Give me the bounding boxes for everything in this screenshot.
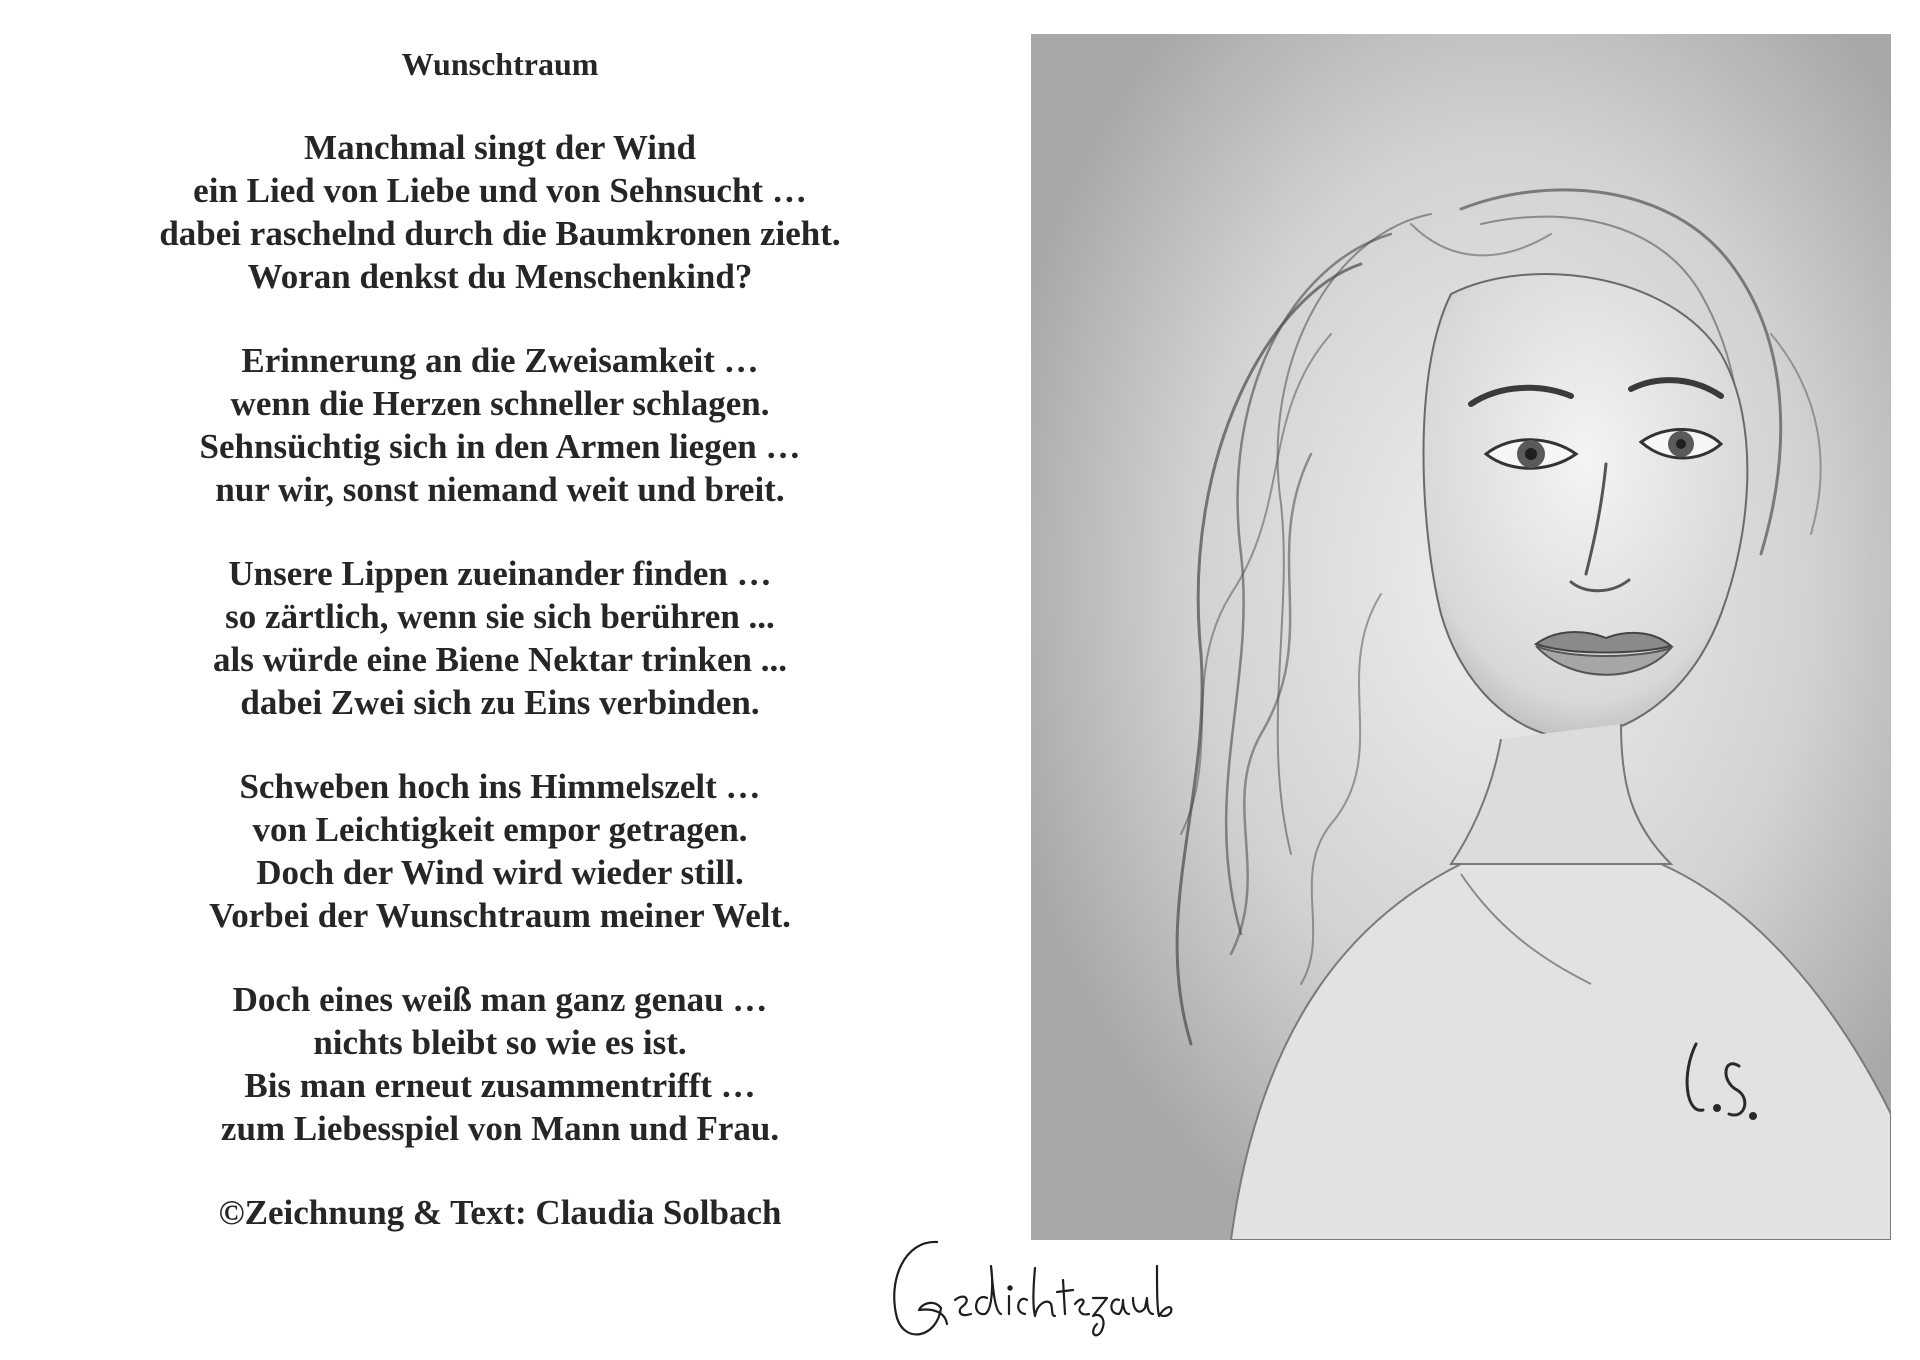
poem-title: Wunschtraum <box>401 46 599 82</box>
brand-signature <box>875 1220 1175 1350</box>
stanza <box>60 126 940 298</box>
poem-line: nur wir, sonst niemand weit und breit. <box>215 470 785 509</box>
poem-line: Vorbei der Wunschtraum meiner Welt. <box>209 896 791 935</box>
poem-line: Sehnsüchtig sich in den Armen liegen … <box>199 427 801 466</box>
poem-line: Woran denkst du Menschenkind? <box>247 257 753 296</box>
stanza <box>60 552 940 724</box>
poem-line: Doch der Wind wird wieder still. <box>256 853 744 892</box>
poem-line: wenn die Herzen schneller schlagen. <box>230 384 770 423</box>
poem-line: Manchmal singt der Wind <box>304 128 696 167</box>
poem-line: Schweben hoch ins Himmelszelt … <box>239 767 761 806</box>
poem-line: Unsere Lippen zueinander finden … <box>228 554 772 593</box>
poem-line: nichts bleibt so wie es ist. <box>313 1023 687 1062</box>
poem-line: zum Liebesspiel von Mann und Frau. <box>220 1109 780 1148</box>
poem-line: dabei raschelnd durch die Baumkronen zieht. <box>159 214 841 253</box>
poem-line: Doch eines weiß man ganz genau … <box>232 980 768 1019</box>
poem-line: Erinnerung an die Zweisamkeit … <box>241 341 759 380</box>
poem-line: dabei Zwei sich zu Eins verbinden. <box>240 683 760 722</box>
poem-line: von Leichtigkeit empor getragen. <box>252 810 748 849</box>
poem-line: als würde eine Biene Nektar trinken ... <box>213 640 787 679</box>
pencil-portrait-woman-icon <box>1031 34 1891 1240</box>
stanza <box>60 765 940 937</box>
poem-line: ein Lied von Liebe und von Sehnsucht … <box>193 171 807 210</box>
poem-line: Bis man erneut zusammentrifft … <box>244 1066 756 1105</box>
signature-logo-icon <box>875 1220 1175 1350</box>
credit-line: ©Zeichnung & Text: Claudia Solbach <box>218 1193 782 1232</box>
poem-line: so zärtlich, wenn sie sich berühren ... <box>225 597 775 636</box>
stanza <box>60 339 940 511</box>
portrait-drawing <box>1031 34 1891 1240</box>
poem <box>60 42 940 1234</box>
stanza <box>60 978 940 1150</box>
